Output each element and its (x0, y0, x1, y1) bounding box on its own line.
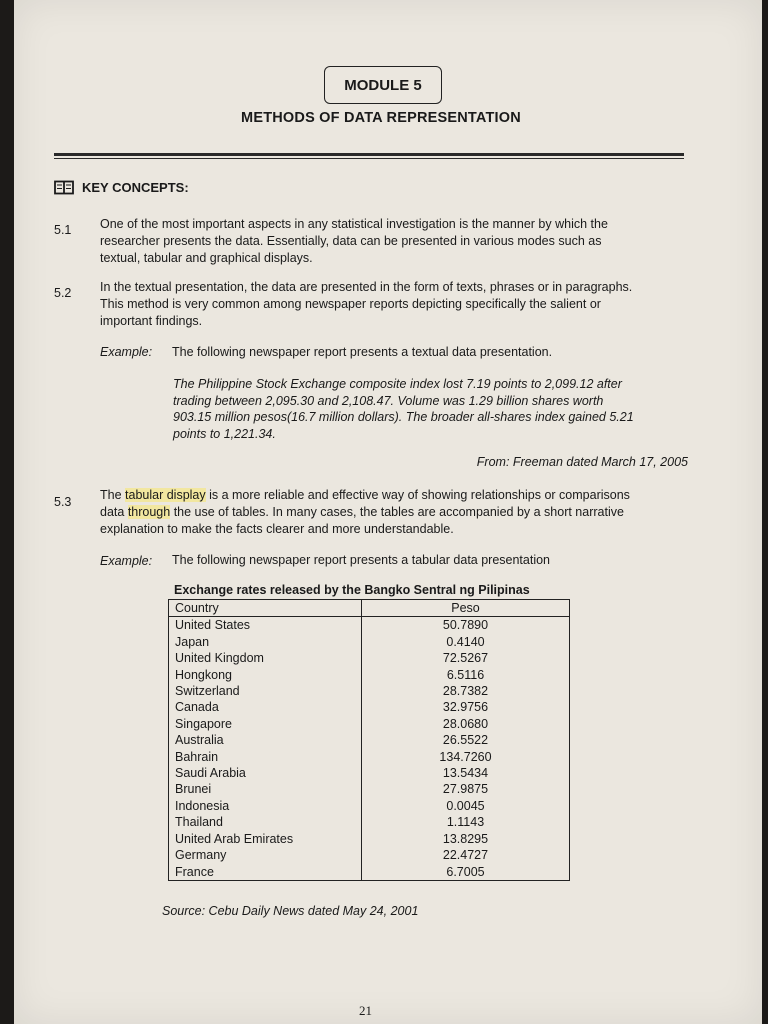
quote-attribution: From: Freeman dated March 17, 2005 (476, 455, 688, 469)
section-5-3-text (100, 487, 690, 538)
section-number-5-2: 5.2 (54, 286, 72, 300)
table-row (169, 667, 570, 683)
module-label: MODULE 5 (324, 66, 442, 104)
table-row (169, 781, 570, 797)
page-number: 21 (359, 1003, 372, 1018)
header-rule-thick (54, 153, 684, 156)
peso-cell: 32.9756 (442, 700, 489, 715)
country-cell: Switzerland (169, 683, 362, 699)
table-row (169, 814, 570, 830)
table-row (169, 617, 570, 634)
table-row (169, 749, 570, 765)
example-text: The following newspaper report presents a tabular data presentation (172, 553, 551, 567)
section-number-5-3: 5.3 (54, 495, 72, 509)
text-line: important findings. (100, 314, 203, 328)
peso-cell: 28.0680 (442, 716, 489, 731)
peso-cell: 0.0045 (446, 798, 485, 813)
textual-example-quote (173, 376, 685, 442)
table-row (169, 831, 570, 847)
table-row (169, 650, 570, 666)
peso-cell: 0.4140 (446, 634, 485, 649)
highlighted-text: tabular display (125, 488, 206, 502)
text-line: In the textual presentation, the data are presented in the form of texts, phrases or in paragraphs. (100, 280, 633, 294)
quote-line: 903.15 million pesos(16.7 million dollars). The broader all-shares index gained 5.21 (173, 410, 634, 424)
key-concepts-label: KEY CONCEPTS: (82, 180, 189, 195)
text-line: This method is very common among newspaper reports depicting specifically the salient or (100, 297, 601, 311)
country-cell: Japan (169, 634, 362, 650)
peso-cell: 13.8295 (442, 831, 489, 846)
country-cell: Singapore (169, 716, 362, 732)
quote-line: The Philippine Stock Exchange composite index lost 7.19 points to 2,099.12 after (173, 377, 622, 391)
peso-cell: 26.5522 (442, 733, 489, 748)
exchange-rate-table (168, 599, 570, 881)
column-header-peso: Peso (362, 600, 570, 617)
country-cell: Hongkong (169, 667, 362, 683)
country-cell: Canada (169, 699, 362, 715)
header-rule-thin (54, 158, 684, 159)
country-cell: United Kingdom (169, 650, 362, 666)
table-row (169, 765, 570, 781)
country-cell: Indonesia (169, 798, 362, 814)
column-header-country: Country (169, 600, 362, 617)
table-row (169, 864, 570, 881)
peso-cell: 27.9875 (442, 782, 489, 797)
table-row (169, 732, 570, 748)
table-row (169, 847, 570, 863)
peso-cell: 50.7890 (442, 618, 489, 633)
table-header-row (169, 600, 570, 617)
table-row (169, 798, 570, 814)
peso-cell: 1.1143 (446, 815, 485, 830)
text-line: The tabular display is a more reliable and effective way of showing relationships or comparisons (100, 488, 630, 502)
country-cell: United Arab Emirates (169, 831, 362, 847)
country-cell: Brunei (169, 781, 362, 797)
section-5-2-text (100, 279, 688, 330)
country-cell: Saudi Arabia (169, 765, 362, 781)
peso-cell: 13.5434 (442, 766, 489, 781)
peso-cell: 6.7005 (446, 864, 485, 879)
table-row (169, 699, 570, 715)
country-cell: Germany (169, 847, 362, 863)
table-row (169, 683, 570, 699)
table-source: Source: Cebu Daily News dated May 24, 2001 (162, 904, 419, 918)
key-concepts-heading (54, 180, 189, 195)
country-cell: United States (169, 617, 362, 634)
quote-line: points to 1,221.34. (173, 426, 276, 441)
country-cell: Bahrain (169, 749, 362, 765)
country-cell: Thailand (169, 814, 362, 830)
table-row (169, 634, 570, 650)
book-icon (54, 180, 74, 195)
highlighted-text: through (127, 505, 171, 519)
peso-cell: 22.4727 (442, 848, 489, 863)
quote-line: trading between 2,095.30 and 2,108.47. Volume was 1.29 billion shares worth (173, 393, 604, 408)
text-line: researcher presents the data. Essentially, data can be presented in various modes such as (100, 234, 602, 248)
text-line: explanation to make the facts clearer and more understandable. (100, 522, 454, 536)
section-5-1-text (100, 216, 684, 267)
text-line: One of the most important aspects in any statistical investigation is the manner by which the (100, 217, 608, 231)
example-label: Example: (100, 554, 153, 568)
document-page (14, 0, 762, 1024)
peso-cell: 72.5267 (442, 651, 489, 666)
peso-cell: 134.7260 (439, 749, 492, 764)
section-number-5-1: 5.1 (54, 223, 72, 237)
table-row (169, 716, 570, 732)
table-caption: Exchange rates released by the Bangko Sentral ng Pilipinas (174, 583, 530, 597)
peso-cell: 6.5116 (446, 667, 485, 682)
page-title: METHODS OF DATA REPRESENTATION (241, 110, 521, 126)
example-label: Example: (100, 345, 153, 359)
text-line: textual, tabular and graphical displays. (100, 251, 313, 265)
text-line: data through the use of tables. In many cases, the tables are accompanied by a short narrative (100, 505, 624, 519)
country-cell: Australia (169, 732, 362, 748)
country-cell: France (169, 864, 362, 881)
example-text: The following newspaper report presents a textual data presentation. (172, 345, 553, 359)
peso-cell: 28.7382 (442, 684, 489, 699)
